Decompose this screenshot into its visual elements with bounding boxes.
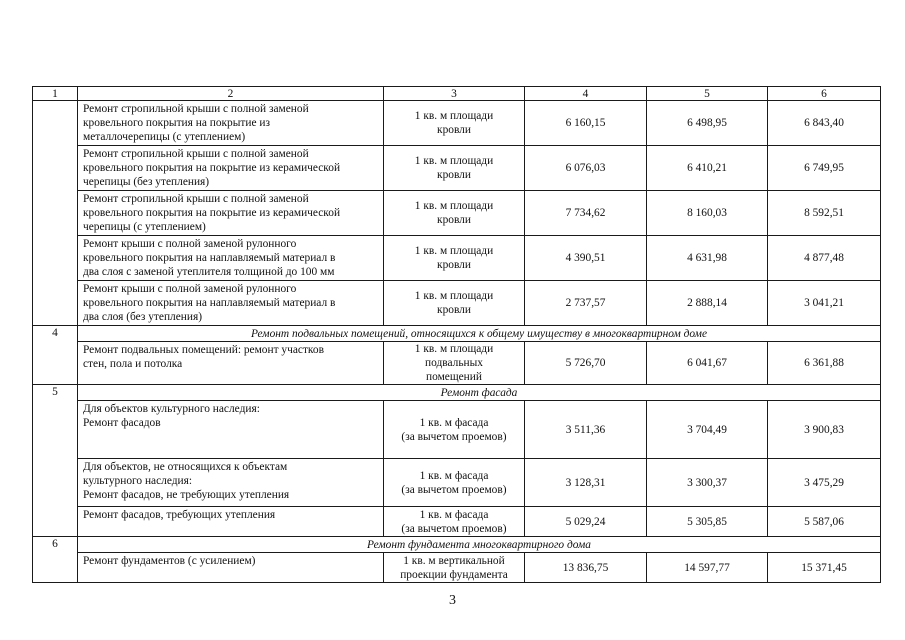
unit-cell: 1 кв. м вертикальной проекции фундамента bbox=[384, 553, 525, 583]
section-title-row bbox=[33, 537, 881, 553]
cost-col-4: 5 029,24 bbox=[525, 507, 647, 537]
table-row bbox=[33, 553, 881, 583]
cost-col-5: 2 888,14 bbox=[647, 281, 768, 326]
section-title: Ремонт подвальных помещений, относящихся к общему имуществу в многоквартирном доме bbox=[78, 326, 881, 342]
header-cell-5: 5 bbox=[647, 87, 768, 101]
work-description: Ремонт фасадов, требующих утепления bbox=[78, 507, 384, 537]
section-number: 4 bbox=[33, 326, 78, 385]
cost-col-5: 8 160,03 bbox=[647, 191, 768, 236]
page-number: 3 bbox=[449, 593, 456, 608]
section-title-row bbox=[33, 326, 881, 342]
cost-col-4: 2 737,57 bbox=[525, 281, 647, 326]
unit-cell: 1 кв. м площади кровли bbox=[384, 281, 525, 326]
section-title-row bbox=[33, 385, 881, 401]
cost-col-5: 3 300,37 bbox=[647, 459, 768, 507]
work-description: Ремонт стропильной крыши с полной заменой кровельного покрытия на покрытие из керамической черепицы (с утеплением) bbox=[78, 191, 384, 236]
cost-col-4: 3 128,31 bbox=[525, 459, 647, 507]
work-description: Ремонт стропильной крыши с полной заменой кровельного покрытия на покрытие из керамической черепицы (без утепления) bbox=[78, 146, 384, 191]
unit-cell: 1 кв. м фасада (за вычетом проемов) bbox=[384, 401, 525, 459]
cost-col-4: 4 390,51 bbox=[525, 236, 647, 281]
work-description: Ремонт подвальных помещений: ремонт участков стен, пола и потолка bbox=[78, 342, 384, 385]
table-row bbox=[33, 281, 881, 326]
section-title: Ремонт фундамента многоквартирного дома bbox=[78, 537, 881, 553]
table-row bbox=[33, 459, 881, 507]
cost-col-5: 6 041,67 bbox=[647, 342, 768, 385]
cost-col-5: 6 498,95 bbox=[647, 101, 768, 146]
price-table bbox=[32, 86, 881, 583]
cost-col-5: 3 704,49 bbox=[647, 401, 768, 459]
table-row bbox=[33, 401, 881, 459]
cost-col-4: 5 726,70 bbox=[525, 342, 647, 385]
table-row bbox=[33, 342, 881, 385]
cost-col-4: 7 734,62 bbox=[525, 191, 647, 236]
table-row bbox=[33, 507, 881, 537]
cost-col-6: 3 900,83 bbox=[768, 401, 881, 459]
cost-col-4: 6 160,15 bbox=[525, 101, 647, 146]
table-row bbox=[33, 191, 881, 236]
cost-col-5: 4 631,98 bbox=[647, 236, 768, 281]
section-title: Ремонт фасада bbox=[78, 385, 881, 401]
header-row bbox=[33, 87, 881, 101]
unit-cell: 1 кв. м площади кровли bbox=[384, 146, 525, 191]
cost-col-5: 14 597,77 bbox=[647, 553, 768, 583]
table-row bbox=[33, 236, 881, 281]
unit-cell: 1 кв. м площади подвальных помещений bbox=[384, 342, 525, 385]
header-cell-4: 4 bbox=[525, 87, 647, 101]
cost-col-6: 6 361,88 bbox=[768, 342, 881, 385]
cost-col-6: 6 843,40 bbox=[768, 101, 881, 146]
table-row bbox=[33, 146, 881, 191]
unit-cell: 1 кв. м фасада (за вычетом проемов) bbox=[384, 459, 525, 507]
work-description: Ремонт крыши с полной заменой рулонного кровельного покрытия на наплавляемый материал в два слоя с заменой утеплителя толщиной до 100 мм bbox=[78, 236, 384, 281]
unit-cell: 1 кв. м площади кровли bbox=[384, 191, 525, 236]
table-row bbox=[33, 101, 881, 146]
cost-col-5: 5 305,85 bbox=[647, 507, 768, 537]
cost-col-6: 6 749,95 bbox=[768, 146, 881, 191]
work-description: Ремонт фундаментов (с усилением) bbox=[78, 553, 384, 583]
unit-cell: 1 кв. м площади кровли bbox=[384, 236, 525, 281]
cost-col-6: 3 041,21 bbox=[768, 281, 881, 326]
header-cell-3: 3 bbox=[384, 87, 525, 101]
section-number: 5 bbox=[33, 385, 78, 537]
cost-col-4: 6 076,03 bbox=[525, 146, 647, 191]
cost-col-6: 8 592,51 bbox=[768, 191, 881, 236]
work-description: Ремонт стропильной крыши с полной заменой кровельного покрытия на покрытие из металлочерепицы (с утеплением) bbox=[78, 101, 384, 146]
unit-cell: 1 кв. м фасада (за вычетом проемов) bbox=[384, 507, 525, 537]
header-cell-1: 1 bbox=[33, 87, 78, 101]
work-description: Ремонт крыши с полной заменой рулонного кровельного покрытия на наплавляемый материал в два слоя (без утепления) bbox=[78, 281, 384, 326]
row-number-cell bbox=[33, 101, 78, 326]
cost-col-5: 6 410,21 bbox=[647, 146, 768, 191]
header-cell-6: 6 bbox=[768, 87, 881, 101]
header-cell-2: 2 bbox=[78, 87, 384, 101]
cost-col-6: 5 587,06 bbox=[768, 507, 881, 537]
cost-col-4: 13 836,75 bbox=[525, 553, 647, 583]
cost-col-6: 3 475,29 bbox=[768, 459, 881, 507]
work-description: Для объектов, не относящихся к объектам культурного наследия: Ремонт фасадов, не требующих утепления bbox=[78, 459, 384, 507]
section-number: 6 bbox=[33, 537, 78, 583]
cost-col-6: 15 371,45 bbox=[768, 553, 881, 583]
unit-cell: 1 кв. м площади кровли bbox=[384, 101, 525, 146]
cost-col-4: 3 511,36 bbox=[525, 401, 647, 459]
cost-col-6: 4 877,48 bbox=[768, 236, 881, 281]
work-description: Для объектов культурного наследия: Ремонт фасадов bbox=[78, 401, 384, 459]
